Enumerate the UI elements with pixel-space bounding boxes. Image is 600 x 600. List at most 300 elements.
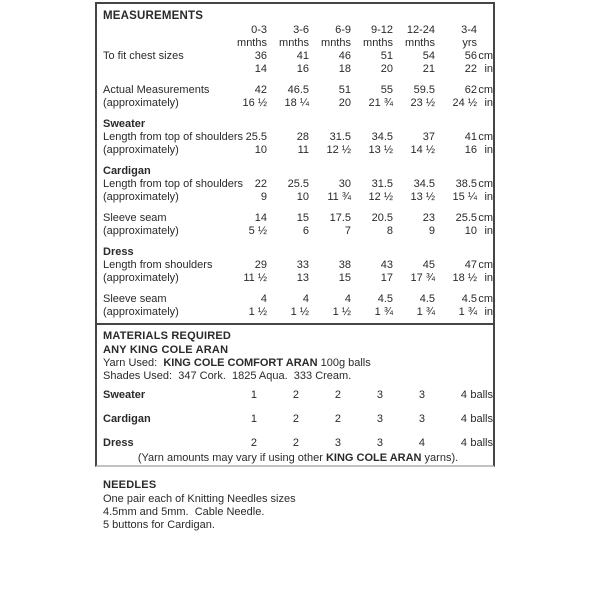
unit-cell: cm [478,178,493,190]
unit-cell: balls [470,413,493,425]
table-row [103,238,493,246]
value-cell: 11 [297,144,309,156]
value-cell: 11 ½ [243,272,267,284]
value-cell: 46.5 [287,84,309,96]
table-row [103,212,493,225]
value-cell [225,238,267,246]
measurements-section [97,4,493,323]
value-cell: 59.5 [413,84,435,96]
value-cell: 33 [296,259,309,271]
value-cell: 14 [254,63,267,75]
unit-cell [477,24,493,37]
value-cell: 25.5 [287,178,309,190]
value-cell: mnths [405,37,435,49]
value-cell: 25.5 [455,212,477,224]
value-cell: 16 [464,144,477,156]
yarn-brand: KING COLE COMFORT ARAN [163,357,318,369]
value-cell: 4 [460,437,467,449]
value-cell: 12 ½ [326,144,351,156]
value-cell: 36 [254,50,267,62]
row-label [103,225,225,238]
unit-cell: in [484,191,493,203]
value-cell: 3 [376,389,383,401]
value-cell [393,110,435,118]
value-cell [267,76,309,84]
table-row [103,37,493,50]
value-cell [393,238,435,246]
yarn-note-suffix: yarns). [421,452,459,464]
value-cell: 4.5 [377,293,393,305]
unit-cell [477,204,493,212]
row-label [103,157,225,165]
value-cell [309,246,351,259]
value-cell: 18 [338,63,351,75]
value-cell [351,204,393,212]
value-cell [309,157,351,165]
value-cell: 16 [296,63,309,75]
table-row [103,413,493,426]
value-cell: 22 [464,63,477,75]
row-label [103,110,225,118]
table-row [103,50,493,63]
value-cell: 20 [380,63,393,75]
unit-cell [477,246,493,259]
row-label-text: To fit chest sizes [103,50,184,62]
value-cell [215,402,257,413]
value-cell: 17 ¾ [410,272,435,284]
unit-cell [477,238,493,246]
value-cell: 3 [376,413,383,425]
value-cell [435,110,477,118]
row-label [103,204,225,212]
value-cell: 1 ¾ [458,306,477,318]
unit-cell [477,110,493,118]
value-cell: 37 [422,131,435,143]
value-cell: 3 [376,437,383,449]
value-cell: 34.5 [413,178,435,190]
value-cell: 1 ½ [290,306,309,318]
value-cell [435,165,477,178]
value-cell: mnths [237,37,267,49]
value-cell [425,426,467,437]
value-cell: 1 [250,413,257,425]
value-cell [225,157,267,165]
value-cell [341,402,383,413]
unit-cell [477,37,493,50]
value-cell: 5 ½ [248,225,267,237]
value-cell: 51 [380,50,393,62]
value-cell [267,118,309,131]
value-cell [225,246,267,259]
value-cell: 7 [344,225,351,237]
table-row [103,306,493,319]
table-row [103,131,493,144]
value-cell [267,285,309,293]
value-cell [393,157,435,165]
value-cell [435,76,477,84]
value-cell: 23 ½ [410,97,435,109]
row-label-text: (approximately) [103,97,179,109]
value-cell: 4 [344,293,351,305]
row-label [103,178,244,191]
table-row [103,165,493,178]
row-label [103,84,225,97]
value-cell: 14 [254,212,267,224]
needles-line: 4.5mm and 5mm. Cable Needle. [103,506,265,518]
value-cell [225,110,267,118]
value-cell: 1 [250,389,257,401]
row-label [103,118,225,131]
value-cell [225,118,267,131]
row-label-bold: Cardigan [103,165,151,177]
table-row [103,259,493,272]
value-cell: 46 [338,50,351,62]
value-cell [393,76,435,84]
row-label [103,272,225,285]
table-row [103,191,493,204]
value-cell [257,402,299,413]
value-cell: 4 [460,389,467,401]
row-label [103,144,225,157]
value-cell: 3 [418,413,425,425]
table-row [103,389,493,402]
value-cell [309,118,351,131]
value-cell: 15 ¼ [452,191,477,203]
value-cell: 31.5 [371,178,393,190]
yarn-used-label: Yarn Used: [103,357,164,369]
value-cell [351,285,393,293]
value-cell: 4 [302,293,309,305]
row-label-bold: Sweater [103,118,146,130]
value-cell: 3 [418,389,425,401]
needles-line: 5 buttons for Cardigan. [103,519,215,531]
value-cell: 54 [422,50,435,62]
row-label-text: (approximately) [103,225,179,237]
value-cell: 56 [464,50,477,62]
value-cell [215,426,257,437]
value-cell [225,76,267,84]
value-cell [225,204,267,212]
value-cell [393,118,435,131]
row-label [103,165,225,178]
value-cell [351,76,393,84]
row-label [103,131,244,144]
value-cell: 28 [296,131,309,143]
value-cell [299,402,341,413]
value-cell: 1 ½ [248,306,267,318]
value-cell: 4 [460,413,467,425]
value-cell: 3-6 [293,24,309,36]
value-cell: 2 [334,413,341,425]
value-cell: 20.5 [371,212,393,224]
row-label-text: (approximately) [103,272,179,284]
value-cell: 6 [302,225,309,237]
value-cell [435,238,477,246]
row-label [103,238,225,246]
value-cell: 10 [296,191,309,203]
yarn-used-line [103,357,493,370]
unit-cell: in [484,306,493,318]
unit-cell [477,285,493,293]
row-label-bold: Dress [103,246,134,258]
value-cell: 42 [254,84,267,96]
yarn-quantity-table [103,389,493,450]
table-row [103,76,493,84]
value-cell: 25.5 [245,131,267,143]
value-cell: 4.5 [461,293,477,305]
unit-cell: in [484,225,493,237]
value-cell: 10 [464,225,477,237]
value-cell [341,426,383,437]
unit-cell: in [484,63,493,75]
table-row [103,437,493,450]
value-cell: 20 [338,97,351,109]
value-cell [309,110,351,118]
row-label [103,389,215,402]
measurements-title: MEASUREMENTS [103,10,204,22]
value-cell: 38.5 [455,178,477,190]
value-cell: 62 [464,84,477,96]
unit-cell: balls [470,389,493,401]
table-row [103,293,493,306]
value-cell: 1 ¾ [416,306,435,318]
table-row [103,84,493,97]
value-cell: 38 [338,259,351,271]
row-label [103,306,225,319]
value-cell [351,246,393,259]
row-label [103,293,225,306]
value-cell: 13 ½ [410,191,435,203]
value-cell: 10 [254,144,267,156]
row-label [103,212,225,225]
yarn-note-prefix: (Yarn amounts may vary if using other [137,452,326,464]
table-row [103,246,493,259]
value-cell: 12-24 [406,24,435,36]
value-cell: 1 ½ [332,306,351,318]
row-label [103,76,225,84]
value-cell [383,402,425,413]
value-cell: 3 [334,437,341,449]
table-row [103,285,493,293]
value-cell: 45 [422,259,435,271]
value-cell [267,246,309,259]
table-row [103,204,493,212]
row-label [103,246,225,259]
value-cell: 31.5 [329,131,351,143]
yarn-note-brand: KING COLE ARAN [325,452,422,464]
value-cell [435,246,477,259]
unit-cell [477,76,493,84]
value-cell: 3-4 [461,24,477,36]
value-cell: 11 ¾ [327,191,351,203]
value-cell: yrs [462,37,477,49]
unit-cell [477,165,493,178]
value-cell [299,426,341,437]
value-cell [267,238,309,246]
value-cell [225,285,267,293]
value-cell: 51 [338,84,351,96]
needles-title: NEEDLES [103,479,157,491]
value-cell: 23 [422,212,435,224]
value-cell [267,157,309,165]
value-cell [351,110,393,118]
yarn-note [103,451,493,465]
materials-section [97,323,493,467]
row-label [103,24,225,37]
row-label-text: (approximately) [103,144,179,156]
row-label-text: Actual Measurements [103,84,210,96]
value-cell: 17.5 [329,212,351,224]
value-cell: 2 [292,389,299,401]
row-label [103,426,215,437]
value-cell [351,157,393,165]
value-cell: 47 [464,259,477,271]
row-label-bold: Dress [103,437,134,449]
value-cell [435,118,477,131]
value-cell [309,204,351,212]
unit-cell [467,402,493,413]
needles-section [103,478,296,532]
row-label [103,63,225,76]
needles-line: One pair each of Knitting Needles sizes [103,493,296,505]
value-cell: 12 ½ [368,191,393,203]
value-cell [267,204,309,212]
value-cell: 55 [380,84,393,96]
value-cell [309,165,351,178]
row-label-bold: Sweater [103,389,146,401]
value-cell: 29 [254,259,267,271]
row-label-text: Sleeve seam [103,212,167,224]
value-cell: 9 [428,225,435,237]
unit-cell [467,426,493,437]
table-row [103,225,493,238]
row-label [103,97,225,110]
value-cell: 18 ½ [452,272,477,284]
value-cell: 4.5 [419,293,435,305]
row-label [103,413,215,426]
value-cell [383,426,425,437]
row-label-text: Length from top of shoulders [103,178,244,190]
row-label-text: (approximately) [103,191,179,203]
value-cell [435,285,477,293]
value-cell: 24 ½ [452,97,477,109]
table-row [103,24,493,37]
unit-cell: in [484,272,493,284]
value-cell: 15 [296,212,309,224]
materials-subtitle: ANY KING COLE ARAN [103,344,229,356]
value-cell [393,246,435,259]
value-cell [393,204,435,212]
value-cell: 8 [386,225,393,237]
row-label [103,50,225,63]
value-cell: 13 [296,272,309,284]
table-row [103,178,493,191]
value-cell: 14 ½ [410,144,435,156]
unit-cell: cm [478,259,493,271]
materials-title: MATERIALS REQUIRED [103,330,232,342]
table-row [103,97,493,110]
unit-cell: cm [478,212,493,224]
value-cell: 41 [296,50,309,62]
unit-cell [477,118,493,131]
unit-cell: cm [478,131,493,143]
table-row [103,157,493,165]
value-cell: 34.5 [371,131,393,143]
value-cell: 13 ½ [368,144,393,156]
table-row [103,63,493,76]
table-row [103,272,493,285]
value-cell: 4 [418,437,425,449]
row-label [103,191,225,204]
value-cell: 21 ¾ [368,97,393,109]
pattern-info-box [95,2,495,467]
unit-cell: cm [478,293,493,305]
value-cell [435,157,477,165]
value-cell: mnths [363,37,393,49]
row-label-text: (approximately) [103,306,179,318]
value-cell: 6-9 [335,24,351,36]
value-cell [267,110,309,118]
row-label [103,402,215,413]
value-cell: 9-12 [370,24,393,36]
measurements-table [103,24,493,319]
value-cell [309,238,351,246]
yarn-size: 100g balls [317,357,371,369]
value-cell: 9 [260,191,267,203]
value-cell: mnths [279,37,309,49]
value-cell [351,118,393,131]
row-label [103,285,225,293]
row-label-bold: Cardigan [103,413,151,425]
value-cell: 16 ½ [242,97,267,109]
value-cell [425,402,467,413]
unit-cell: cm [478,50,493,62]
value-cell: 21 [422,63,435,75]
unit-cell [477,157,493,165]
row-label-text: Sleeve seam [103,293,167,305]
value-cell: 2 [250,437,257,449]
row-label-text: Length from shoulders [103,259,213,271]
value-cell [267,165,309,178]
value-cell [435,204,477,212]
table-row [103,426,493,437]
value-cell: 15 [338,272,351,284]
value-cell: 4 [260,293,267,305]
value-cell [309,76,351,84]
value-cell: 2 [334,389,341,401]
value-cell [393,285,435,293]
unit-cell: cm [478,84,493,96]
value-cell: 41 [464,131,477,143]
row-label [103,437,215,450]
value-cell: 43 [380,259,393,271]
value-cell: 2 [292,413,299,425]
unit-cell: balls [470,437,493,449]
value-cell [257,426,299,437]
value-cell [225,165,267,178]
value-cell [351,238,393,246]
value-cell: 22 [254,178,267,190]
unit-cell: in [484,97,493,109]
value-cell [393,165,435,178]
value-cell: 0-3 [251,24,267,36]
value-cell: 17 [380,272,393,284]
row-label [103,259,225,272]
value-cell: 18 ¼ [284,97,309,109]
table-row [103,118,493,131]
value-cell: 2 [292,437,299,449]
row-label [103,37,225,50]
